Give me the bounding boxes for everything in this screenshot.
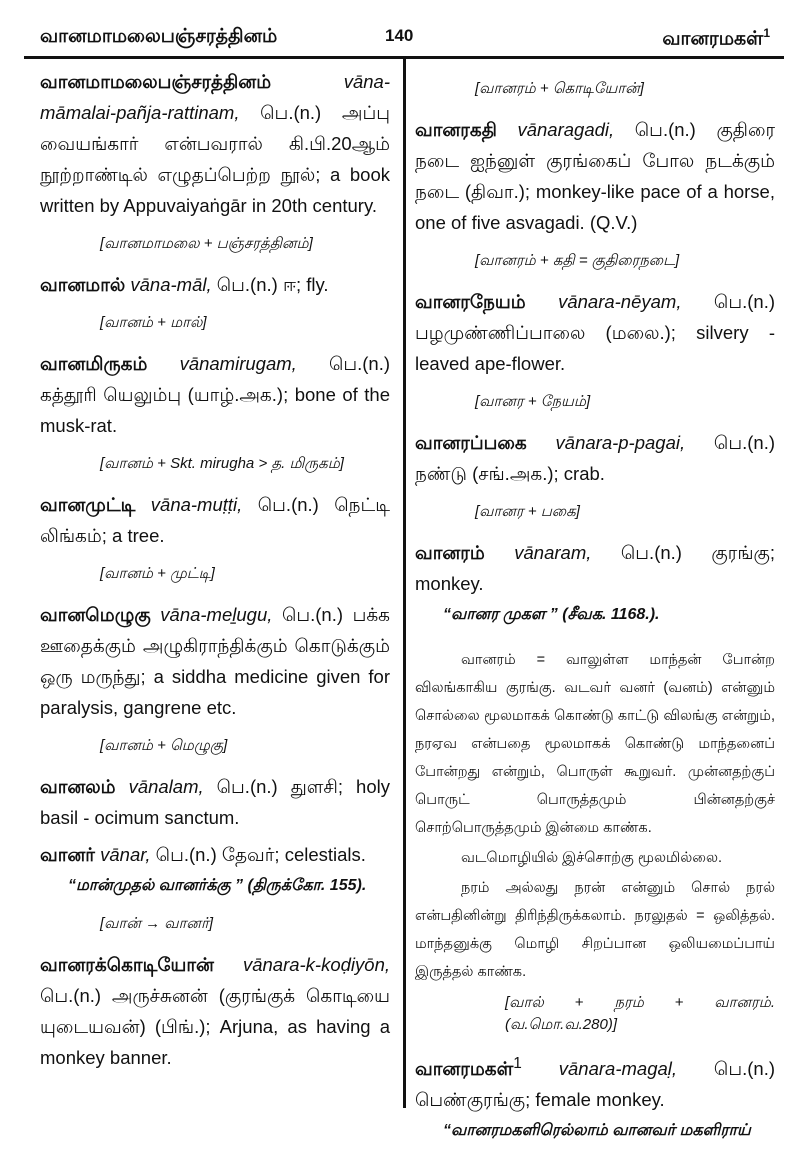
entry-headword: வானலம் (40, 776, 116, 797)
dictionary-entry (40, 839, 390, 901)
dictionary-entry (415, 114, 775, 238)
running-head-right (662, 26, 770, 52)
running-head-right-text: வானரமகள் (662, 28, 764, 50)
entry-headword: வானமால் (40, 274, 126, 295)
entry-quotation: “மான்முதல் வானர்க்கு ” (திருக்கோ. 155). (68, 877, 367, 894)
note-paragraph-2: வடமொழியில் இச்சொற்கு மூலமில்லை. (461, 850, 723, 866)
etymology: [வானம் + Skt. mirugha > த. மிருகம்] (100, 455, 344, 472)
note-paragraph-3: நரம் அல்லது நரன் என்னும் சொல் நரல் என்பதினின்று திரிந்திருக்கலாம். நரலுதல் = ஒலித்தல். மாந்தனுக்கு மொழி சிறப்பான ஒலியமைப்பாய் இருத்தல் காண்க. (415, 880, 775, 980)
column-divider (403, 58, 406, 1108)
entry-headword: வானமிருகம் (40, 353, 148, 374)
dictionary-entry (40, 269, 390, 300)
entry-definition: பெ.(n.) ஈ; fly. (211, 274, 329, 295)
page-header (0, 0, 800, 58)
entry-transliteration: vāna-māl, (130, 274, 212, 295)
entry-transliteration: vānara-k-koḍiyōn, (242, 954, 390, 975)
etymology: [வானமாமலை + பஞ்சரத்தினம்] (100, 235, 313, 252)
dictionary-entry (415, 537, 775, 630)
etymology: [வானரம் + கதி = குதிரைநடை] (475, 252, 680, 269)
entry-headword: வானமுட்டி (40, 494, 136, 515)
entry-definition: பெ.(n.) அருச்சுனன் (குரங்குக் கொடியை யுடையவன்) (பிங்.); Arjuna, as having a monkey banner. (40, 985, 390, 1068)
entry-transliteration: vānamirugam, (179, 353, 297, 374)
entry-headword: வானமாமலைபஞ்சரத்தினம் (40, 71, 272, 92)
etymology: [வானம் + மால்] (100, 314, 207, 331)
entry-transliteration: vānara-p-pagai, (555, 432, 686, 453)
dictionary-entry-last (415, 1048, 775, 1146)
entry-transliteration: vānar, (100, 844, 151, 865)
dictionary-entry (40, 489, 390, 551)
entry-definition: பெ.(n.) பெண்குரங்கு; female monkey. (415, 1058, 775, 1111)
etymology: [வானர + நேயம்] (475, 393, 591, 410)
note-paragraph-1: வானரம் = வாலுள்ள மாந்தன் போன்ற விலங்காகிய குரங்கு. வடவர் வனர் (வனம்) என்னும் சொல்லை மூலமாகக் கொண்டு காட்டு விலங்கு என்றும், நரஏவ என்பதை மூலமாகக் கொண்டு மாந்தனைப் போன்றது என்றும், பொருள் கூறுவர். முன்னதற்குப் பொருட் பொருத்தமும் பின்னதற்குச் சொற்பொருத்தமும் இன்மை காண்க. (415, 652, 775, 836)
entry-headword: வானரகதி (415, 119, 497, 140)
etymology: [வான் → வானர்] (100, 915, 213, 932)
entry-transliteration: vānaram, (514, 542, 592, 563)
dictionary-entry (415, 427, 775, 489)
dictionary-entry (40, 949, 390, 1073)
entry-transliteration: vānara-magaḷ, (558, 1058, 678, 1080)
entry-definition: பெ.(n.) நெட்டி லிங்கம்; a tree. (40, 494, 390, 546)
entry-transliteration: vānara-nēyam, (558, 291, 682, 312)
entry-transliteration: vāna-muṭṭi, (150, 494, 243, 515)
etymology: [வானம் + மெழுகு] (100, 737, 228, 754)
entry-headword: வானரக்கொடியோன் (40, 954, 214, 975)
entry-transliteration: vāna-māmalai-pañja-rattinam, (40, 71, 390, 123)
page-number: 140 (385, 26, 414, 45)
etymology: [வானரம் + கொடியோன்] (475, 80, 644, 97)
note-etymology: [வால் + நரம் + வானரம். (வ.மொ.வ.280)] (505, 994, 775, 1033)
entry-headword: வானரம் (415, 542, 485, 563)
dictionary-entry (40, 348, 390, 441)
etymology: [வானம் + முட்டி] (100, 565, 215, 582)
entry-headword: வானர் (40, 844, 95, 865)
dictionary-entry (40, 771, 390, 833)
entry-transliteration: vānalam, (128, 776, 204, 797)
entry-transliteration: vānaragadi, (517, 119, 615, 140)
entry-definition: பெ.(n.) தேவர்; celestials. (150, 844, 366, 865)
running-head-left: வானமாமலைபஞ்சரத்தினம் (40, 26, 278, 47)
left-column (40, 66, 390, 1079)
entry-definition: பெ.(n.) நண்டு (சங்.அக.); crab. (415, 432, 775, 484)
right-column (415, 66, 775, 1152)
headword-superscript: 1 (513, 1055, 522, 1072)
entry-quotation: “வானரமகளிரெல்லாம் வானவர் மகளிராய் (443, 1122, 751, 1140)
entry-definition: பெ.(n.) கத்தூரி யெலும்பு (யாழ்.அக.); bone of the musk-rat. (40, 353, 390, 436)
entry-definition: பெ.(n.) அப்பு வையங்கார் என்பவரால் கி.பி.20ஆம் நூற்றாண்டில் எழுதப்பெற்ற நூல்; a book written by Appuvaiyaṅgār in 20th century. (40, 102, 390, 216)
entry-transliteration: vāna-meḻugu, (160, 604, 273, 625)
entry-definition: பெ.(n.) பக்க ஊதைக்கும் அழுகிராந்திக்கும் கொடுக்கும் ஒரு மருந்து; a siddha medicine given for paralysis, gangrene etc. (40, 604, 390, 718)
entry-definition: பெ.(n.) குதிரை நடை ஐந்னுள் குரங்கைப் போல நடக்கும் நடை (திவா.); monkey-like pace of a horse, one of five asvagadi. (Q.V.) (415, 119, 776, 233)
entry-headword: வானரமகள் (415, 1058, 514, 1080)
entry-headword: வானரநேயம் (415, 291, 526, 312)
dictionary-entry (40, 66, 390, 221)
entry-headword: வானமெழுகு (40, 604, 151, 625)
dictionary-entry (415, 286, 775, 379)
entry-headword: வானரப்பகை (415, 432, 527, 453)
running-head-superscript: 1 (763, 26, 770, 40)
entry-definition: பெ.(n.) குரங்கு; monkey. (415, 542, 776, 594)
etymology: [வானர + பகை] (475, 503, 580, 520)
right-entries (415, 114, 775, 630)
dictionary-entry (40, 599, 390, 723)
entry-definition: பெ.(n.) பழமுண்ணிப்பாலை (மலை.); silvery - leaved ape-flower. (415, 291, 775, 374)
commentary-note (415, 646, 775, 1036)
entry-quotation: “வானர முகள ” (சீவக. 1168.). (443, 606, 660, 623)
entry-definition: பெ.(n.) துளசி; holy basil - ocimum sanctum. (40, 776, 390, 828)
